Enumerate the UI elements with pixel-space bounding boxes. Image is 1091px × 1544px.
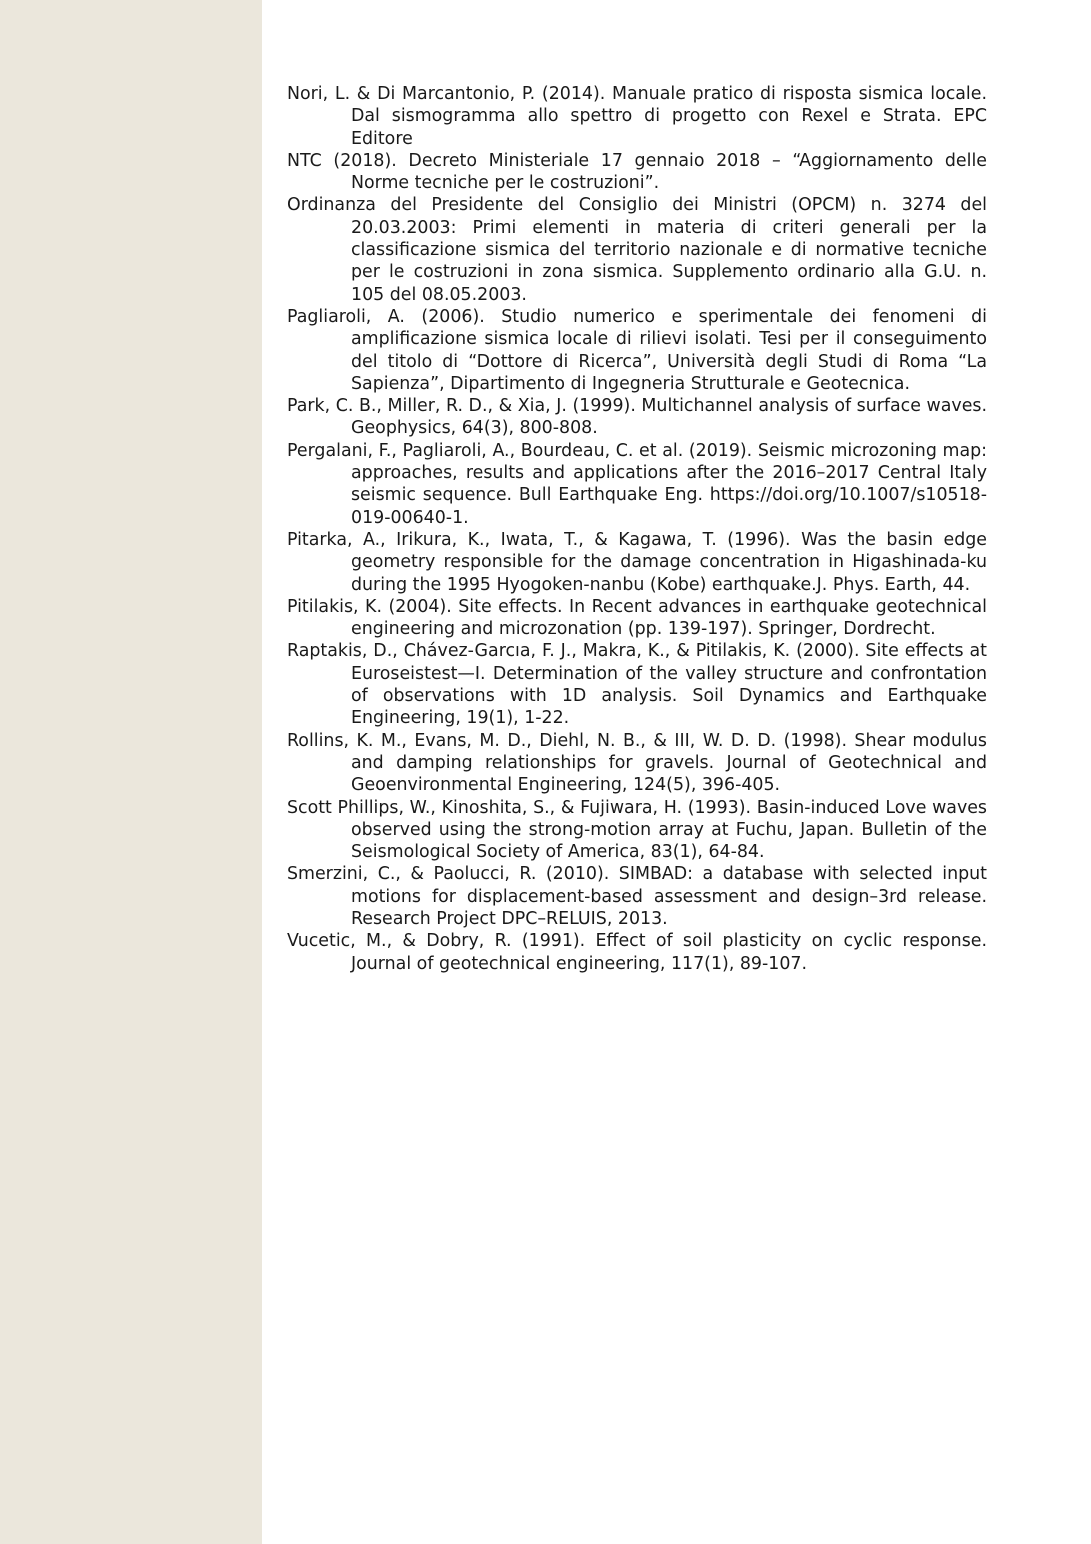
- reference-entry: Pergalani, F., Pagliaroli, A., Bourdeau, C. et al. (2019). Seismic microzoning map: approaches, results and applications after the 2016–2017 Central Italy seismic sequence. Bull Earthquake Eng. https://doi.org/10.1007/s10518-019-00640-1.: [287, 440, 987, 528]
- reference-entry: Pagliaroli, A. (2006). Studio numerico e sperimentale dei fenomeni di amplificazione sismica locale di rilievi isolati. Tesi per il conseguimento del titolo di “Dottore di Ricerca”, Università degli Studi di Roma “La Sapienza”, Dipartimento di Ingegneria Strutturale e Geotecnica.: [287, 306, 987, 394]
- reference-entry: NTC (2018). Decreto Ministeriale 17 gennaio 2018 – “Aggiornamento delle Norme tecniche per le costruzioni”.: [287, 150, 987, 194]
- reference-list: [287, 83, 987, 975]
- reference-entry: Pitarka, A., Irikura, K., Iwata, T., & Kagawa, T. (1996). Was the basin edge geometry responsible for the damage concentration in Higashinada-ku during the 1995 Hyogoken-nanbu (Kobe) earthquake.J. Phys. Earth, 44.: [287, 529, 987, 595]
- reference-entry: Vucetic, M., & Dobry, R. (1991). Effect of soil plasticity on cyclic response. Journal of geotechnical engineering, 117(1), 89-107.: [287, 931, 987, 974]
- reference-entry: Raptakis, D., Chávez-Garcıa, F. J., Makra, K., & Pitilakis, K. (2000). Site effects at Euroseistest—I. Determination of the valley structure and confrontation of observations with 1D analysis. Soil Dynamics and Earthquake Engineering, 19(1), 1-22.: [287, 641, 987, 729]
- reference-entry: Rollins, K. M., Evans, M. D., Diehl, N. B., & III, W. D. D. (1998). Shear modulus and damping relationships for gravels. Journal of Geotechnical and Geoenvironmental Engineering, 124(5), 396-405.: [287, 730, 987, 796]
- reference-entry: Scott Phillips, W., Kinoshita, S., & Fujiwara, H. (1993). Basin-induced Love waves observed using the strong-motion array at Fuchu, Japan. Bulletin of the Seismological Society of America, 83(1), 64-84.: [287, 797, 987, 863]
- left-margin-band: [0, 0, 262, 1544]
- reference-entry: Ordinanza del Presidente del Consiglio dei Ministri (OPCM) n. 3274 del 20.03.2003: Primi elementi in materia di criteri generali per la classificazione sismica del territorio nazionale e di normative tecniche per le costruzioni in zona sismica. Supplemento ordinario alla G.U. n. 105 del 08.05.2003.: [287, 195, 987, 305]
- reference-entry: Nori, L. & Di Marcantonio, P. (2014). Manuale pratico di risposta sismica locale. Dal sismogramma allo spettro di progetto con Rexel e Strata. EPC Editore: [287, 84, 987, 149]
- reference-entry: Pitilakis, K. (2004). Site effects. In Recent advances in earthquake geotechnical engineering and microzonation (pp. 139-197). Springer, Dordrecht.: [287, 596, 987, 640]
- reference-entry: Park, C. B., Miller, R. D., & Xia, J. (1999). Multichannel analysis of surface waves. Geophysics, 64(3), 800-808.: [287, 396, 987, 439]
- reference-entry: Smerzini, C., & Paolucci, R. (2010). SIMBAD: a database with selected input motions for displacement-based assessment and design–3rd release. Research Project DPC–RELUIS, 2013.: [287, 864, 987, 929]
